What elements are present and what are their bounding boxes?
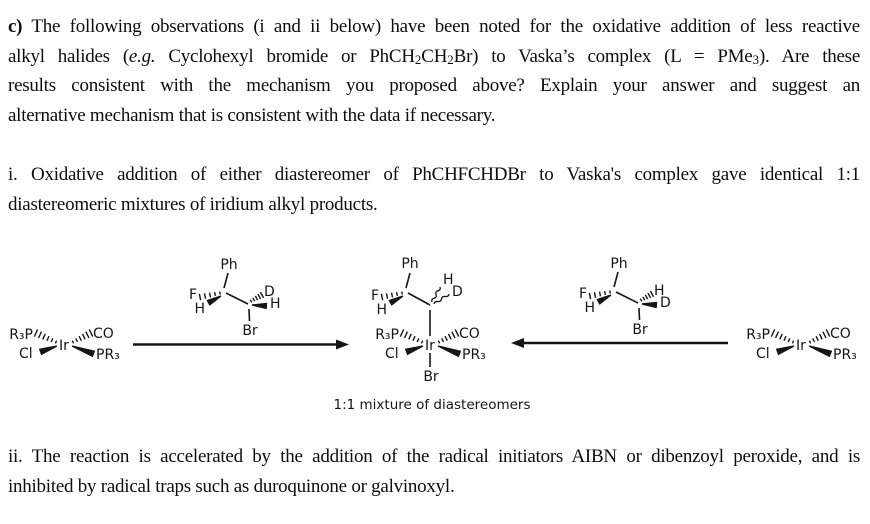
hydrogen-label: H	[654, 283, 665, 299]
text-segment: The following observations (i and ii below) have been noted for the oxidative addition of less reactive	[22, 16, 860, 37]
arrow-head	[511, 338, 524, 348]
hash-mark	[771, 329, 774, 336]
wedge-mark	[206, 295, 221, 305]
bond-c1-c2	[226, 293, 248, 304]
phosphine-label: PR₃	[833, 347, 857, 363]
phosphine-label: PR₃	[96, 347, 120, 363]
hash-mark	[816, 336, 818, 340]
bromine-label: Br	[632, 322, 648, 338]
carbonyl-label: CO	[459, 326, 480, 342]
hash-mark	[445, 336, 447, 340]
bond-ph-c1	[406, 273, 410, 288]
fluorine-label: F	[578, 286, 587, 302]
hash-mark	[47, 336, 49, 341]
text-segment: CH	[421, 45, 448, 67]
iridium-label: Ir	[796, 338, 806, 354]
hash-mark	[43, 334, 45, 339]
hash-mark	[600, 292, 601, 297]
chloride-label: Cl	[385, 346, 399, 362]
hash-bond-ir-co	[438, 329, 458, 343]
hash-mark	[452, 332, 455, 338]
hash-mark	[413, 336, 415, 341]
text-segment: diastereomeric mixtures of iridium alkyl products.	[8, 193, 378, 215]
hash-mark	[220, 292, 221, 295]
text-segment: e.g.	[128, 45, 156, 67]
wedge-bond-ir-p	[72, 345, 95, 357]
hash-mark	[643, 297, 645, 300]
hash-mark	[448, 334, 451, 339]
hash-bond-p-ir	[400, 329, 422, 343]
wedge-bond-ir-p	[809, 345, 832, 357]
arrow-head	[336, 340, 349, 350]
hash-mark	[34, 329, 37, 336]
reaction-scheme	[0, 240, 870, 424]
phosphine-label: R₃P	[375, 327, 399, 343]
phenyl-label: Ph	[220, 257, 238, 273]
hash-mark	[381, 294, 382, 300]
bond-ph-c1	[614, 272, 618, 287]
wedge-mark	[776, 345, 794, 355]
hydrogen-label: H	[376, 302, 387, 318]
hash-bond-p-ir	[34, 329, 56, 343]
wedge-bond-c2-h	[252, 303, 267, 309]
hash-mark	[204, 293, 205, 299]
hash-mark	[199, 294, 200, 300]
hash-mark	[215, 292, 216, 296]
text-segment: c)	[8, 16, 23, 37]
hash-mark	[640, 299, 641, 302]
hash-mark	[39, 332, 42, 338]
reverse-arrow	[511, 338, 728, 348]
hydrogen-label: H	[270, 296, 281, 312]
wedge-bond-ir-cl	[776, 345, 794, 355]
wedge-mark	[596, 294, 611, 304]
text-line	[8, 42, 860, 72]
hash-bond-c2-h	[640, 291, 653, 301]
hash-mark	[258, 294, 261, 299]
hash-mark	[250, 300, 251, 303]
product-alkyl-fragment	[371, 256, 463, 336]
squiggle-mark	[432, 287, 440, 302]
hydrogen-label: H	[443, 272, 454, 288]
hash-mark	[82, 334, 85, 339]
fluorine-label: F	[370, 288, 379, 304]
phosphine-label: PR₃	[462, 347, 486, 363]
hash-mark	[397, 292, 398, 296]
hash-mark	[392, 293, 393, 298]
bond-c1-c2	[408, 293, 430, 305]
wedge-mark	[405, 345, 423, 355]
wedge-mark	[642, 302, 657, 308]
hash-mark	[400, 329, 403, 336]
hash-mark	[819, 334, 822, 339]
iridium-label: Ir	[59, 338, 69, 354]
wedge-bond-ir-cl	[39, 345, 57, 355]
hash-mark	[648, 293, 651, 298]
hash-mark	[823, 332, 826, 338]
hash-mark	[417, 338, 419, 342]
hash-mark	[405, 332, 408, 338]
text-segment: i. Oxidative addition of either diastereomer of PhCHFCHDBr to Vaska's complex gave identical 1:1	[8, 164, 860, 185]
hash-mark	[409, 334, 411, 339]
carbonyl-label: CO	[93, 326, 114, 342]
chloride-label: Cl	[756, 346, 770, 362]
hash-mark	[51, 338, 53, 342]
hash-bond-ir-co	[72, 329, 92, 343]
wedge-mark	[809, 345, 832, 357]
wedge-mark	[438, 345, 461, 357]
text-segment: ii. The reaction is accelerated by the addition of the radical initiators AIBN or dibenzoyl peroxide, and is	[8, 446, 860, 467]
phosphine-label: R₃P	[9, 327, 33, 343]
text-segment: 2	[414, 51, 422, 67]
hash-mark	[86, 332, 89, 338]
hash-mark	[55, 341, 56, 344]
carbonyl-label: CO	[830, 326, 851, 342]
hydrogen-label: H	[584, 300, 595, 316]
deuterium-label: D	[660, 295, 671, 311]
hash-mark	[255, 296, 257, 300]
hash-mark	[610, 291, 611, 294]
phenyl-label: Ph	[401, 256, 419, 272]
substrate-molecule-right	[579, 256, 671, 338]
wedge-bond-c1-h	[596, 294, 611, 304]
text-segment: alkyl halides (	[8, 45, 129, 67]
bond-c2-br	[249, 309, 250, 321]
hash-mark	[594, 292, 595, 298]
text-segment: results consistent with the mechanism you proposed above? Explain your answer and suggest an	[8, 75, 860, 97]
text-segment: Cyclohexyl bromide or PhCH	[155, 45, 415, 67]
hash-mark	[792, 341, 793, 344]
wedge-bond-c2-d	[642, 302, 657, 308]
hash-mark	[79, 336, 81, 340]
paragraph-ii	[8, 442, 860, 501]
wedge-bond-ir-p	[438, 345, 461, 357]
hash-mark	[421, 341, 422, 344]
text-line	[8, 472, 860, 502]
bromine-label: Br	[242, 323, 258, 339]
text-segment: Br) to Vaska’s complex (L = PMe	[453, 45, 753, 67]
text-segment: 3	[752, 51, 759, 67]
hash-mark	[645, 295, 647, 299]
hash-mark	[788, 338, 790, 342]
text-line	[8, 71, 860, 101]
text-segment: ). Are these	[758, 45, 861, 67]
hash-mark	[386, 293, 387, 299]
text-line	[8, 12, 860, 42]
wedge-bond-c1-h	[388, 295, 403, 305]
chloride-label: Cl	[19, 346, 33, 362]
wedge-mark	[388, 295, 403, 305]
text-line	[8, 160, 860, 190]
bond-c1-c2	[616, 292, 638, 303]
text-line	[8, 442, 860, 472]
paragraph-c	[8, 12, 860, 130]
bond-ph-c1	[224, 273, 228, 288]
bond-c2-br	[639, 308, 640, 320]
text-segment: alternative mechanism that is consistent with the data if necessary.	[8, 104, 496, 126]
phosphine-label: R₃P	[746, 327, 770, 343]
hash-bond-ir-co	[809, 329, 829, 343]
hash-mark	[605, 291, 606, 295]
iridium-label: Ir	[425, 338, 435, 354]
substrate-molecule-left	[189, 257, 281, 339]
hash-mark	[438, 341, 439, 344]
hash-mark	[210, 293, 211, 298]
deuterium-label: D	[452, 284, 463, 300]
text-segment: inhibited by radical traps such as duroquinone or galvinoxyl.	[8, 475, 455, 497]
hash-mark	[442, 338, 444, 342]
hash-mark	[402, 292, 403, 295]
hash-mark	[76, 338, 78, 342]
bromine-label: Br	[423, 369, 439, 385]
fluorine-label: F	[188, 287, 197, 303]
hash-mark	[776, 332, 779, 338]
hash-mark	[253, 298, 255, 301]
hash-mark	[813, 338, 815, 342]
forward-arrow	[133, 340, 349, 350]
hash-mark	[784, 336, 786, 341]
text-segment: 2	[447, 51, 454, 67]
hash-mark	[589, 293, 590, 299]
hash-mark	[72, 341, 73, 344]
wedge-bond-c1-h	[206, 295, 221, 305]
deuterium-label: D	[264, 284, 275, 300]
hydrogen-label: H	[194, 301, 205, 317]
text-line	[8, 101, 860, 131]
wedge-mark	[39, 345, 57, 355]
wedge-bond-ir-cl	[405, 345, 423, 355]
caption-mixture: 1:1 mixture of diastereomers	[333, 397, 531, 413]
wedge-mark	[72, 345, 95, 357]
vaska-complex-left	[9, 326, 120, 363]
vaska-complex-right	[746, 326, 857, 363]
hash-bond-c2-d	[250, 292, 263, 302]
paragraph-i	[8, 160, 860, 219]
hash-mark	[780, 334, 782, 339]
squiggle-bond-c2-h	[432, 287, 440, 302]
hash-bond-p-ir	[771, 329, 793, 343]
wedge-mark	[252, 303, 267, 309]
text-line	[8, 190, 860, 220]
hash-mark	[809, 341, 810, 344]
phenyl-label: Ph	[610, 256, 628, 272]
